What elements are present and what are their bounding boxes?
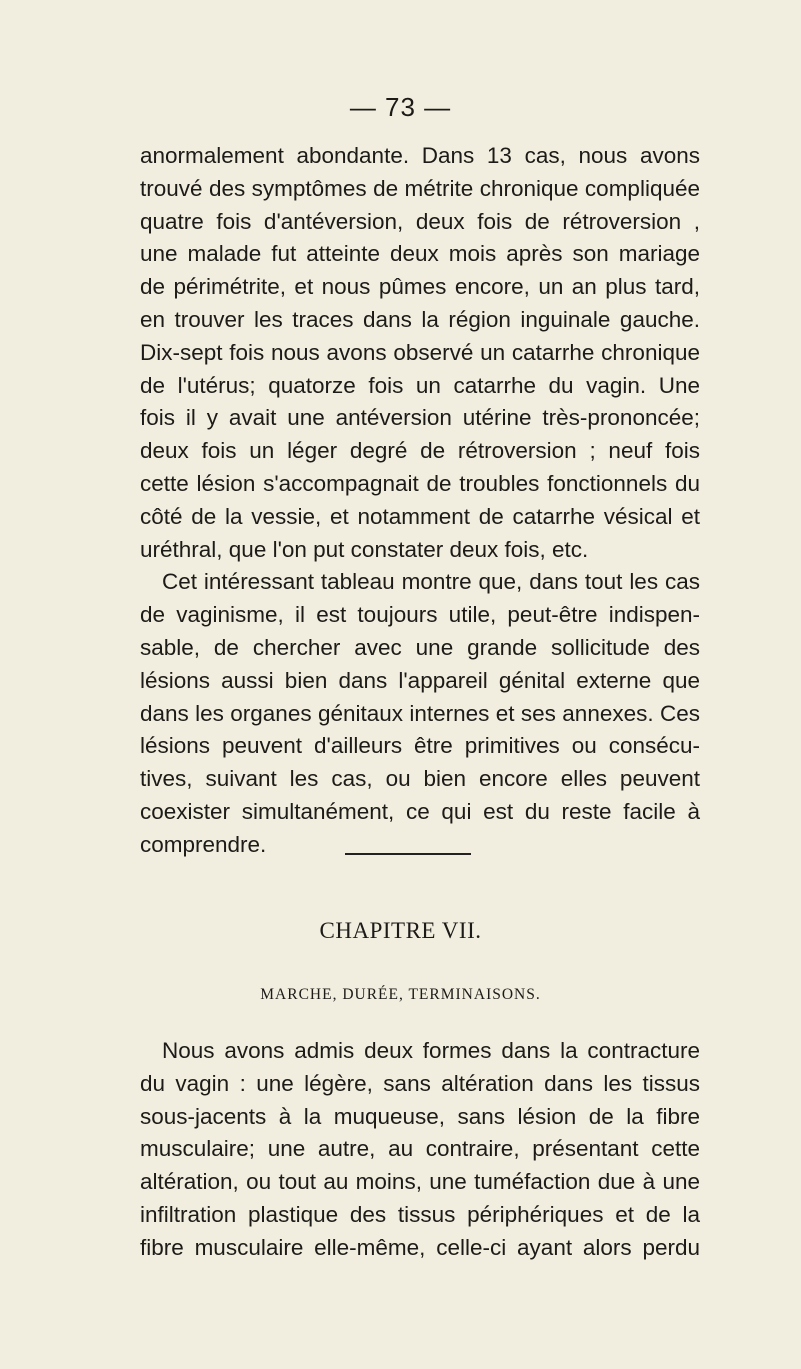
text-line: quatre fois d'antéversion, deux fois de rétroversion ,	[140, 208, 700, 234]
text-line: anormalement abondante. Dans 13 cas, nous avons	[140, 143, 700, 168]
text-line: coexister simultanément, ce qui est du reste facile à	[140, 798, 700, 824]
text-line: dans les organes génitaux internes et ses annexes. Ces	[140, 700, 700, 726]
text-line: Dix-sept fois nous avons observé un catarrhe chronique	[140, 339, 700, 365]
text-line: de l'utérus; quatorze fois un catarrhe du vagin. Une	[140, 372, 700, 398]
text-line: une malade fut atteinte deux mois après son mariage	[140, 241, 700, 267]
text-line: comprendre.	[140, 831, 267, 857]
text-line: sable, de chercher avec une grande sollicitude des	[140, 634, 700, 660]
text-line: lésions aussi bien dans l'appareil génital externe que	[140, 667, 700, 693]
text-line: de vaginisme, il est toujours utile, peut-être indispen-	[140, 602, 700, 628]
chapter-subtitle: MARCHE, DURÉE, TERMINAISONS.	[260, 986, 541, 1003]
text-line: infiltration plastique des tissus périphériques et de la	[140, 1201, 700, 1227]
text-line: musculaire; une autre, au contraire, présentant cette	[140, 1136, 700, 1162]
text-line: du vagin : une légère, sans altération dans les tissus	[140, 1070, 700, 1096]
text-line: sous-jacents à la muqueuse, sans lésion de la fibre	[140, 1103, 700, 1129]
paragraph-chapter-start	[140, 1035, 700, 1265]
chapter-title: CHAPITRE VII.	[319, 918, 482, 943]
text-line: tives, suivant les cas, ou bien encore elles peuvent	[140, 766, 700, 792]
text-line: lésions peuvent d'ailleurs être primitives ou consécu-	[140, 733, 700, 759]
text-line: deux fois un léger degré de rétroversion ; neuf fois	[140, 438, 700, 464]
section-divider	[345, 853, 471, 855]
text-line: uréthral, que l'on put constater deux fois, etc.	[140, 536, 589, 562]
text-line: trouvé des symptômes de métrite chronique compliquée	[140, 175, 700, 201]
text-line: côté de la vessie, et notamment de catarrhe vésical et	[140, 503, 700, 529]
text-line: fois il y avait une antéversion utérine très-prononcée;	[140, 405, 700, 431]
page-number: — 73 —	[349, 92, 452, 122]
text-line: altération, ou tout au moins, une tuméfaction due à une	[140, 1169, 700, 1195]
text-line: Cet intéressant tableau montre que, dans tout les cas	[162, 569, 700, 595]
text-line: en trouver les traces dans la région inguinale gauche.	[140, 306, 700, 332]
text-line: fibre musculaire elle-même, celle-ci ayant alors perdu	[140, 1234, 700, 1260]
text-line: Nous avons admis deux formes dans la contracture	[162, 1038, 700, 1063]
text-line: cette lésion s'accompagnait de troubles fonctionnels du	[140, 470, 700, 496]
text-line: de périmétrite, et nous pûmes encore, un an plus tard,	[140, 274, 700, 300]
paragraph-continued	[140, 140, 700, 862]
